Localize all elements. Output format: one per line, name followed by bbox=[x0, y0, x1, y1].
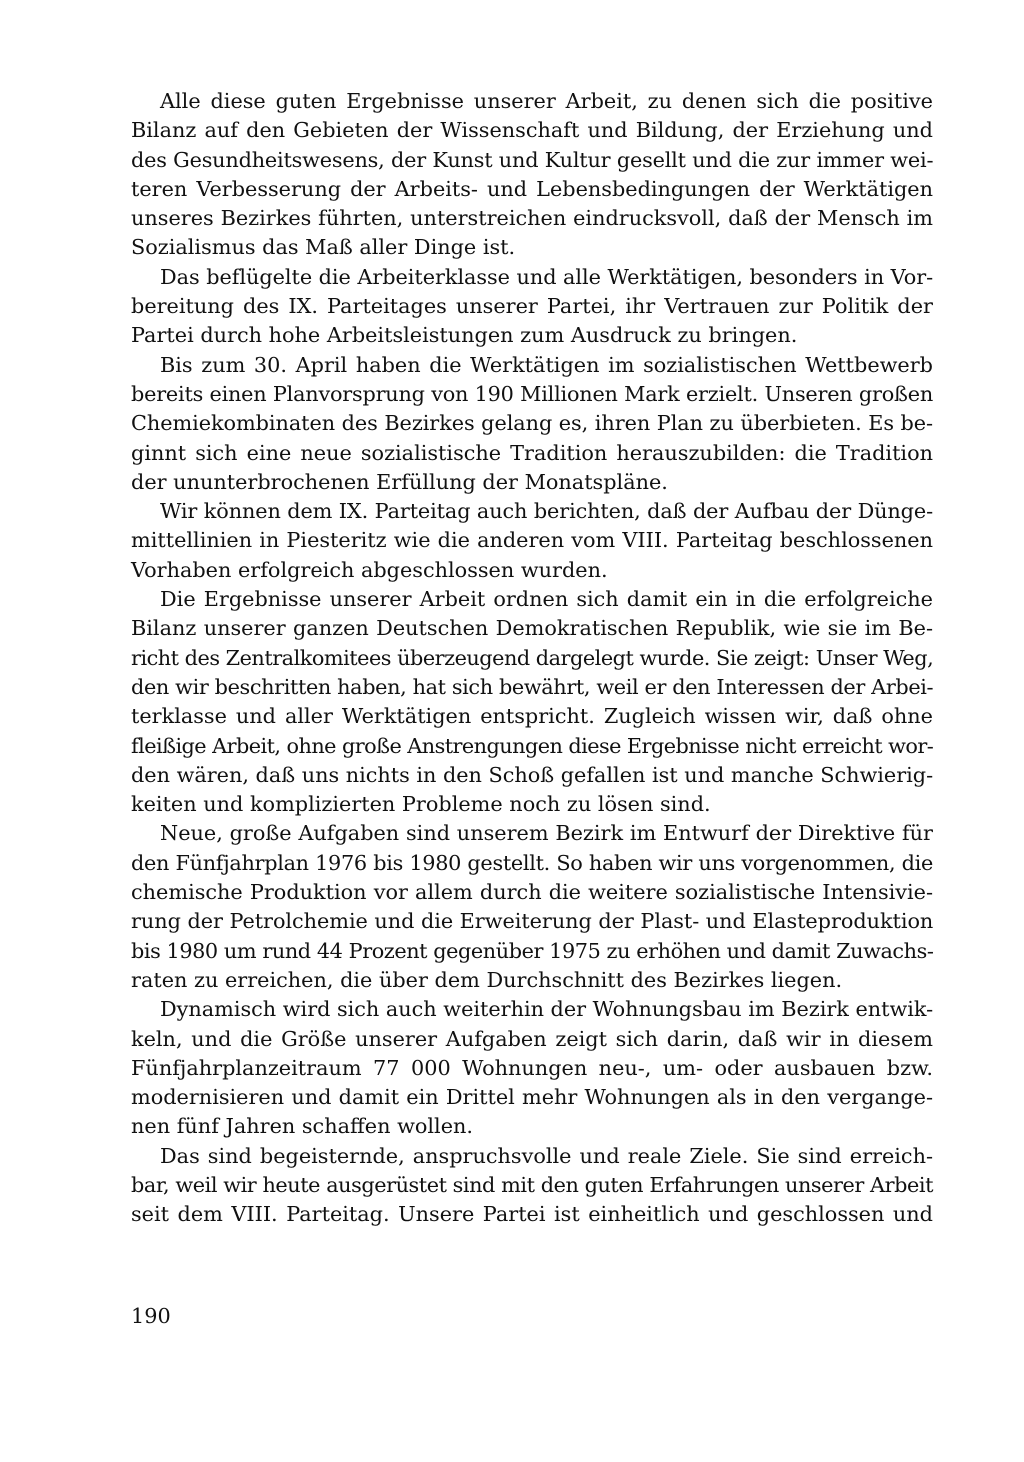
text-line: raten zu erreichen, die über dem Durchschnitt des Bezirkes liegen. bbox=[131, 967, 843, 992]
text-line: Partei durch hohe Arbeitsleistungen zum Ausdruck zu bringen. bbox=[131, 323, 798, 348]
text-line: Neue, große Aufgaben sind unserem Bezirk im Entwurf der Direktive für bbox=[160, 821, 933, 846]
text-line: Alle diese guten Ergebnisse unserer Arbeit, zu denen sich die positive bbox=[160, 89, 933, 113]
text-line: den Fünfjahrplan 1976 bis 1980 gestellt. So haben wir uns vorgenommen, die bbox=[131, 850, 933, 875]
text-line: Bis zum 30. April haben die Werktätigen im sozialistischen Wettbewerb bbox=[160, 352, 933, 377]
text-line: Fünfjahrplanzeitraum 77 000 Wohnungen neu-, um- oder ausbauen bzw. bbox=[131, 1055, 933, 1080]
text-line: bis 1980 um rund 44 Prozent gegenüber 1975 zu erhöhen und damit Zuwachs- bbox=[131, 938, 934, 963]
text-line: Die Ergebnisse unserer Arbeit ordnen sich damit ein in die erfolgreiche bbox=[160, 587, 933, 612]
paragraph bbox=[131, 263, 933, 351]
text-line: terklasse und aller Werktätigen entspricht. Zugleich wissen wir, daß ohne bbox=[131, 704, 933, 729]
text-line: ginnt sich eine neue sozialistische Tradition herauszubilden: die Tradition bbox=[131, 440, 933, 465]
text-line: Dynamisch wird sich auch weiterhin der Wohnungsbau im Bezirk entwik- bbox=[160, 997, 934, 1022]
paragraph bbox=[131, 497, 933, 585]
text-line: Bilanz unserer ganzen Deutschen Demokratischen Republik, wie sie im Be- bbox=[131, 616, 933, 641]
text-line: rung der Petrolchemie und die Erweiterung der Plast- und Elasteproduktion bbox=[131, 909, 934, 934]
text-line: Das sind begeisternde, anspruchsvolle und reale Ziele. Sie sind erreich- bbox=[160, 1143, 933, 1168]
text-line: bereits einen Planvorsprung von 190 Millionen Mark erzielt. Unseren großen bbox=[131, 381, 933, 406]
text-line: fleißige Arbeit, ohne große Anstrengungen diese Ergebnisse nicht erreicht wor- bbox=[131, 733, 934, 758]
text-line: unseres Bezirkes führten, unterstreichen eindrucksvoll, daß der Mensch im bbox=[131, 206, 933, 231]
text-line: bar, weil wir heute ausgerüstet sind mit den guten Erfahrungen unserer Arbeit bbox=[131, 1172, 933, 1197]
text-line: keln, und die Größe unserer Aufgaben zeigt sich darin, daß wir in diesem bbox=[131, 1026, 933, 1051]
text-line: keiten und komplizierten Probleme noch zu lösen sind. bbox=[131, 792, 711, 817]
text-line: Das beflügelte die Arbeiterklasse und alle Werktätigen, besonders in Vor- bbox=[160, 264, 934, 289]
paragraph bbox=[131, 87, 933, 263]
text-line: des Gesundheitswesens, der Kunst und Kultur gesellt und die zur immer wei- bbox=[131, 147, 934, 172]
text-line: Chemiekombinaten des Bezirkes gelang es, ihren Plan zu überbieten. Es be- bbox=[131, 411, 933, 436]
text-line: Wir können dem IX. Parteitag auch berichten, daß der Aufbau der Dünge- bbox=[160, 499, 933, 524]
text-line: seit dem VIII. Parteitag. Unsere Partei ist einheitlich und geschlossen und bbox=[131, 1202, 933, 1227]
text-line: Vorhaben erfolgreich abgeschlossen wurden. bbox=[131, 557, 608, 582]
paragraph bbox=[131, 819, 933, 995]
paragraph bbox=[131, 995, 933, 1141]
text-line: den wir beschritten haben, hat sich bewährt, weil er den Interessen der Arbei- bbox=[131, 674, 934, 699]
text-line: modernisieren und damit ein Drittel mehr Wohnungen als in den vergange- bbox=[131, 1085, 933, 1110]
paragraph bbox=[131, 351, 933, 497]
page-number: 190 bbox=[131, 1304, 171, 1328]
text-line: den wären, daß uns nichts in den Schoß gefallen ist und manche Schwierig- bbox=[131, 762, 934, 787]
text-line: nen fünf Jahren schaffen wollen. bbox=[131, 1114, 474, 1139]
text-line: Bilanz auf den Gebieten der Wissenschaft und Bildung, der Erziehung und bbox=[131, 118, 933, 143]
text-line: chemische Produktion vor allem durch die weitere sozialistische Intensivie- bbox=[131, 880, 933, 905]
text-line: mittellinien in Piesteritz wie die anderen vom VIII. Parteitag beschlossenen bbox=[131, 528, 933, 553]
text-line: der ununterbrochenen Erfüllung der Monatspläne. bbox=[131, 469, 668, 494]
text-line: Sozialismus das Maß aller Dinge ist. bbox=[131, 235, 516, 260]
paragraph bbox=[131, 1142, 933, 1230]
text-line: teren Verbesserung der Arbeits- und Lebensbedingungen der Werktätigen bbox=[131, 176, 933, 201]
body-text bbox=[131, 87, 933, 1230]
paragraph bbox=[131, 585, 933, 819]
text-line: richt des Zentralkomitees überzeugend dargelegt wurde. Sie zeigt: Unser Weg, bbox=[131, 645, 934, 670]
text-line: bereitung des IX. Parteitages unserer Partei, ihr Vertrauen zur Politik der bbox=[131, 294, 933, 319]
